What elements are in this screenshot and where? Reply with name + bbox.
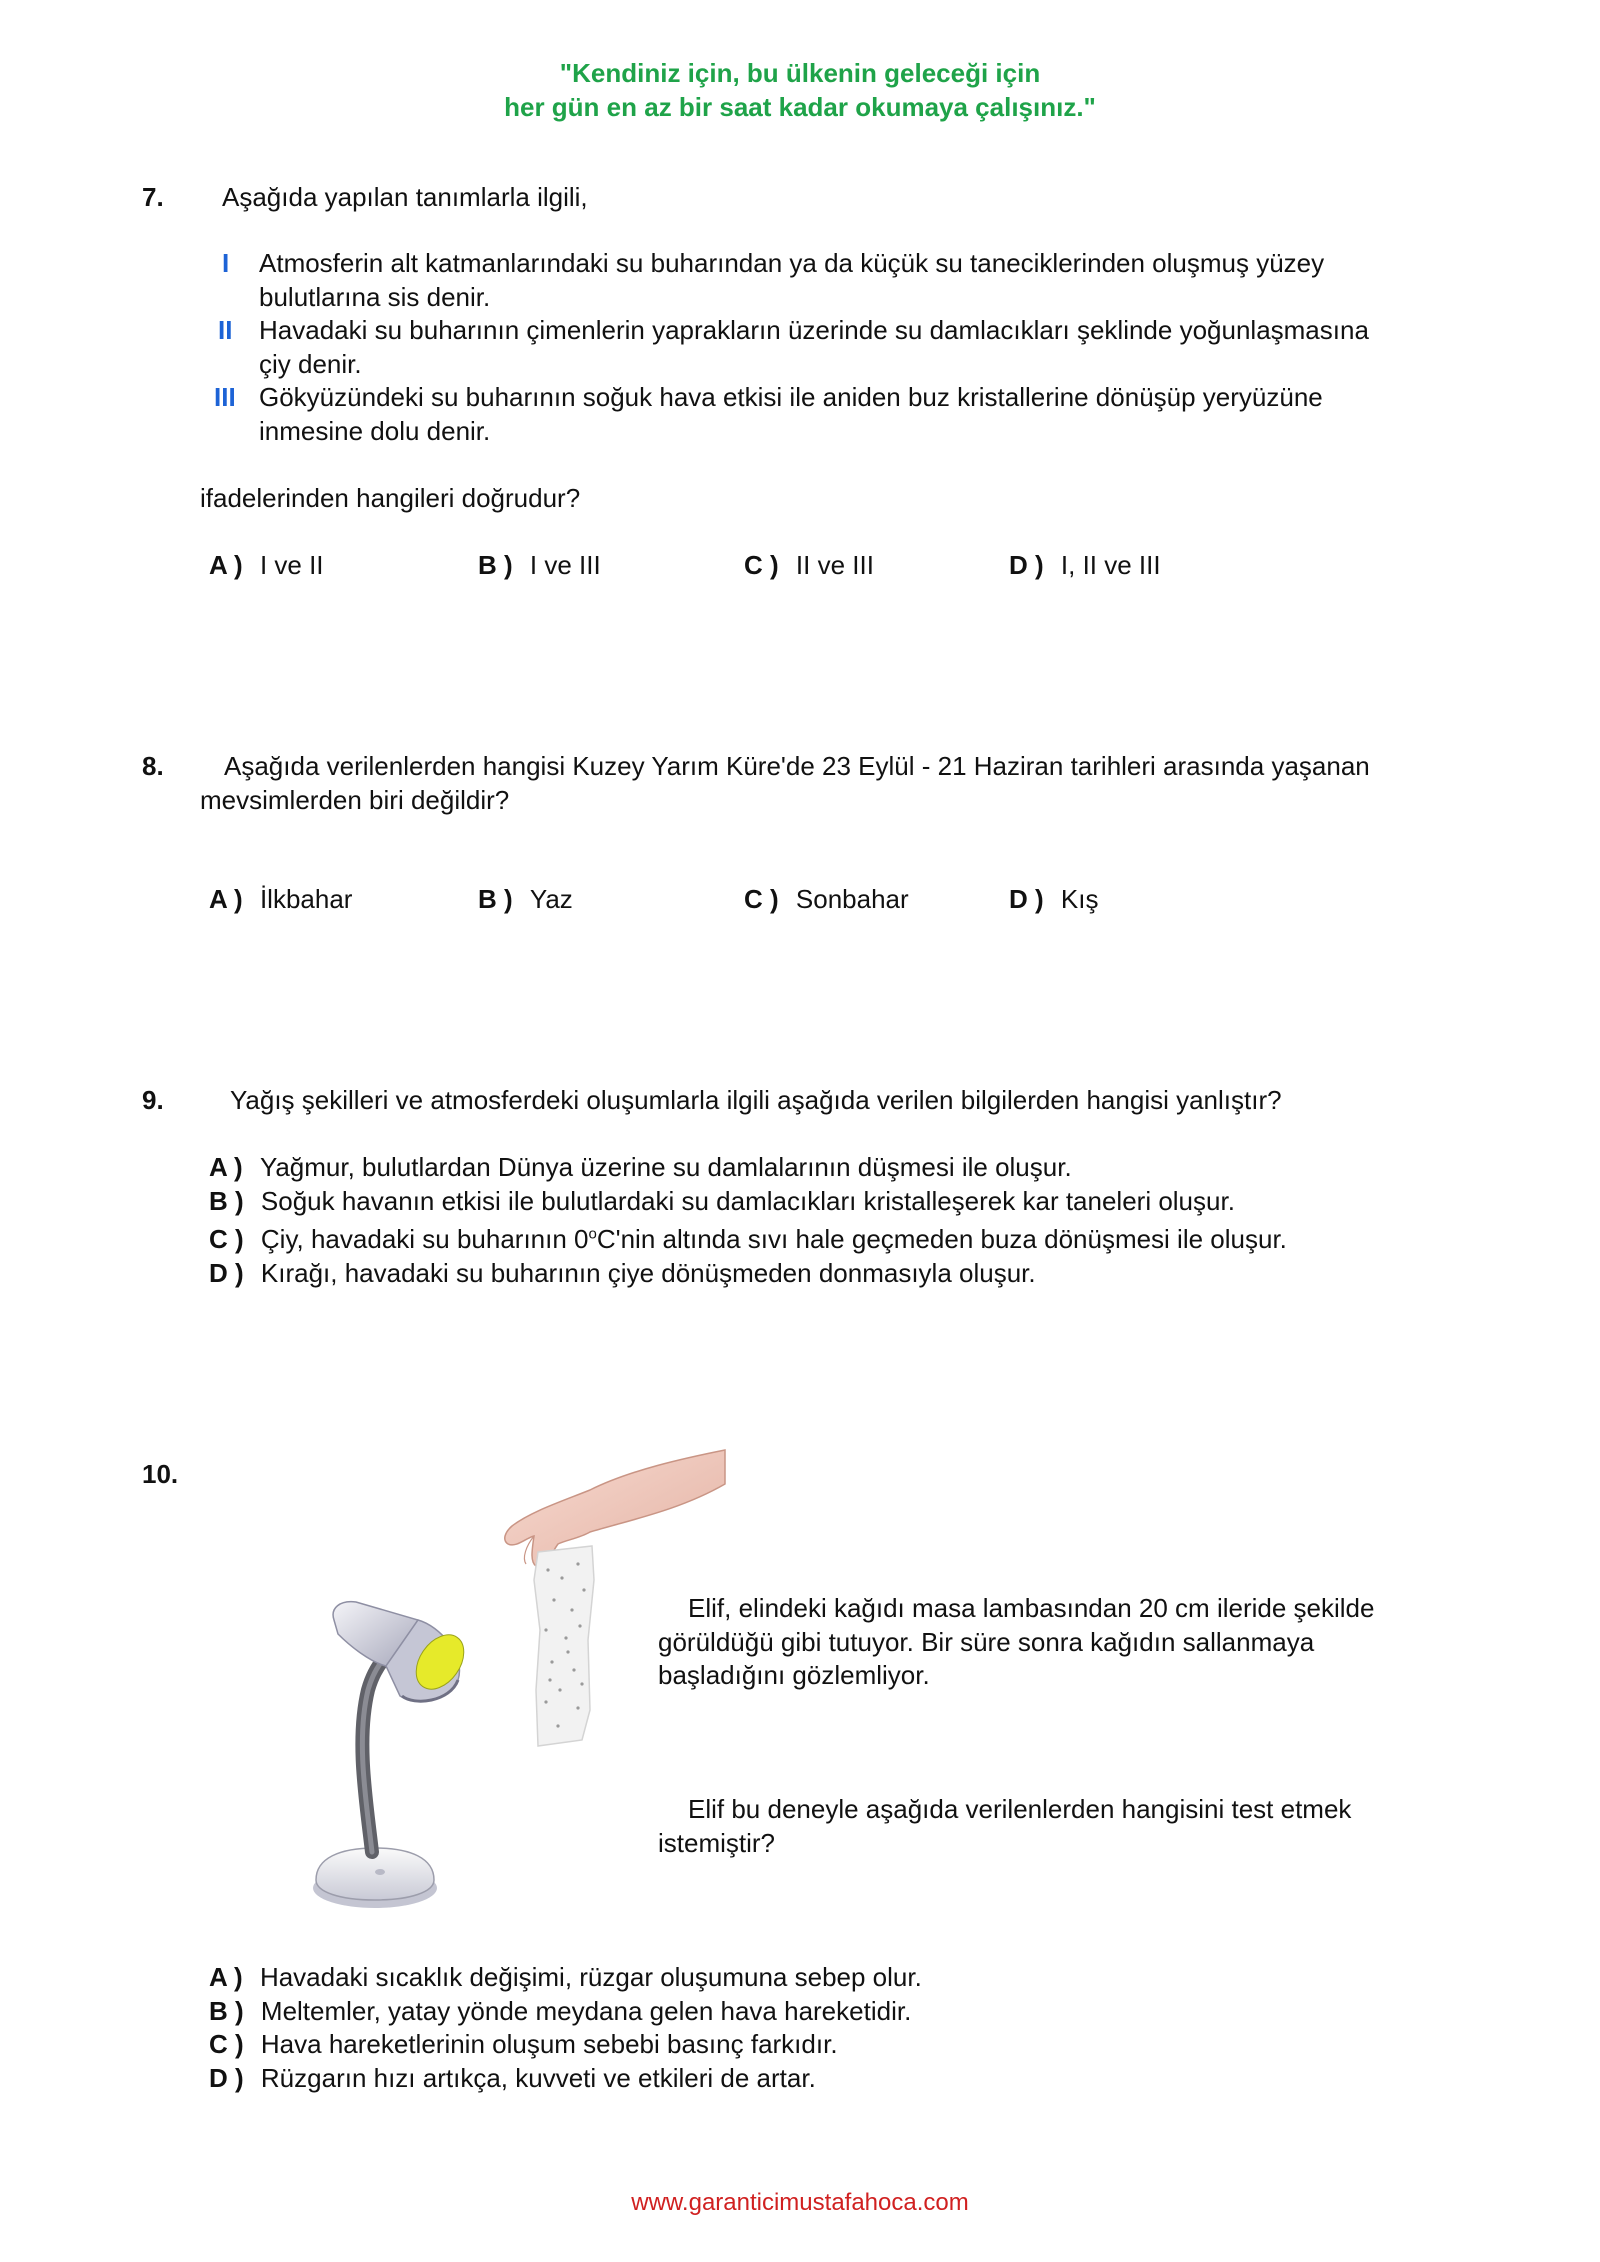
option-letter: C )	[744, 884, 779, 914]
paper-strip-icon	[534, 1546, 594, 1746]
option-letter: D )	[209, 1258, 244, 1288]
motto-line-1: "Kendiniz için, bu ülkenin geleceği için	[559, 58, 1041, 88]
scenario-line-3: başladığını gözlemliyor.	[658, 1660, 930, 1690]
statement-roman-1: I	[222, 248, 230, 278]
option-c[interactable]	[744, 548, 874, 582]
option-letter: B )	[209, 1186, 244, 1216]
option-c[interactable]	[209, 1222, 1287, 1256]
option-d[interactable]	[1009, 548, 1161, 582]
option-letter: A )	[209, 1962, 243, 1992]
motto-header	[0, 56, 1600, 124]
scenario-line-1: Elif, elindeki kağıdı masa lambasından 20 cm ileride şekilde	[688, 1593, 1375, 1623]
option-b[interactable]	[478, 882, 573, 916]
option-text: II ve III	[795, 550, 874, 580]
option-text: Rüzgarın hızı artıkça, kuvveti ve etkileri de artar.	[260, 2063, 816, 2093]
option-c[interactable]	[209, 2027, 838, 2061]
option-a[interactable]	[209, 1150, 1072, 1184]
question-prompt: ifadelerinden hangileri doğrudur?	[200, 483, 581, 513]
option-a[interactable]	[209, 1960, 922, 1994]
option-d[interactable]	[209, 1256, 1036, 1290]
option-letter: B )	[209, 1996, 244, 2026]
option-a[interactable]	[209, 548, 324, 582]
option-text: I ve II	[259, 550, 324, 580]
option-text: Sonbahar	[795, 884, 909, 914]
question-number: 10.	[142, 1459, 179, 1489]
option-letter: C )	[209, 2029, 244, 2059]
option-b[interactable]	[209, 1184, 1235, 1218]
option-a[interactable]	[209, 882, 352, 916]
question-stem-line-2: mevsimlerden biri değildir?	[200, 785, 510, 815]
option-text: İlkbahar	[259, 884, 353, 914]
statement-roman-3: III	[214, 382, 236, 412]
option-letter: B )	[478, 550, 513, 580]
option-d[interactable]	[1009, 882, 1098, 916]
question-number: 8.	[142, 751, 164, 781]
option-d[interactable]	[209, 2061, 816, 2095]
footer-url[interactable]: www.garanticimustafahoca.com	[631, 2189, 969, 2216]
option-b[interactable]	[478, 548, 601, 582]
option-text: Yaz	[529, 884, 573, 914]
option-letter: B )	[478, 884, 513, 914]
desk-lamp-icon	[313, 1602, 474, 1908]
option-text: Yağmur, bulutlardan Dünya üzerine su damlalarının düşmesi ile oluşur.	[259, 1152, 1072, 1182]
option-text: I, II ve III	[1060, 550, 1161, 580]
option-b[interactable]	[209, 1994, 911, 2028]
question-line-1: Elif bu deneyle aşağıda verilenlerden hangisini test etmek	[688, 1794, 1352, 1824]
scenario-line-2: görüldüğü gibi tutuyor. Bir süre sonra kağıdın sallanmaya	[658, 1627, 1315, 1657]
hand-icon	[505, 1450, 725, 1566]
option-text: Kırağı, havadaki su buharının çiye dönüşmeden donmasıyla oluşur.	[260, 1258, 1036, 1288]
option-letter: A )	[209, 884, 243, 914]
statement-3-line-1: Gökyüzündeki su buharının soğuk hava etkisi ile aniden buz kristallerine dönüşüp yeryüzüne	[259, 382, 1323, 412]
motto-line-2: her gün en az bir saat kadar okumaya çalışınız."	[504, 92, 1096, 122]
option-text: Havadaki sıcaklık değişimi, rüzgar oluşumuna sebep olur.	[259, 1962, 922, 1992]
statement-3-line-2: inmesine dolu denir.	[259, 416, 491, 446]
option-letter: C )	[209, 1224, 244, 1254]
statement-2-line-1: Havadaki su buharının çimenlerin yaprakların üzerinde su damlacıkları şeklinde yoğunlaşmasına	[259, 315, 1369, 345]
statement-roman-2: II	[218, 315, 233, 345]
question-number: 7.	[142, 182, 164, 212]
option-letter: D )	[1009, 884, 1044, 914]
statement-1-line-2: bulutlarına sis denir.	[259, 282, 491, 312]
option-letter: C )	[744, 550, 779, 580]
option-letter: A )	[209, 550, 243, 580]
option-text: I ve III	[529, 550, 601, 580]
statement-2-line-2: çiy denir.	[259, 349, 362, 379]
question-stem-line-1: Aşağıda verilenlerden hangisi Kuzey Yarım Küre'de 23 Eylül - 21 Haziran tarihleri arasında yaşanan	[224, 751, 1370, 781]
option-c[interactable]	[744, 882, 909, 916]
option-text: Kış	[1060, 884, 1099, 914]
option-text: Hava hareketlerinin oluşum sebebi basınç farkıdır.	[260, 2029, 838, 2059]
option-letter: A )	[209, 1152, 243, 1182]
option-text: Soğuk havanın etkisi ile bulutlardaki su damlacıkları kristalleşerek kar taneleri oluşur.	[260, 1186, 1235, 1216]
question-stem: Yağış şekilleri ve atmosferdeki oluşumlarla ilgili aşağıda verilen bilgilerden hangisi yanlıştır?	[230, 1085, 1282, 1115]
option-letter: D )	[209, 2063, 244, 2093]
statement-1-line-1: Atmosferin alt katmanlarındaki su buharından ya da küçük su taneciklerinden oluşmuş yüzey	[259, 248, 1325, 278]
option-letter: D )	[1009, 550, 1044, 580]
option-text: Meltemler, yatay yönde meydana gelen hava hareketidir.	[260, 1996, 912, 2026]
question-line-2: istemiştir?	[658, 1828, 776, 1858]
question-stem: Aşağıda yapılan tanımlarla ilgili,	[222, 182, 588, 212]
option-text: Çiy, havadaki su buharının 0$^o$C'nin altında sıvı hale geçmeden buza dönüşmesi ile oluşur.	[260, 1224, 1287, 1254]
question-number: 9.	[142, 1085, 164, 1115]
